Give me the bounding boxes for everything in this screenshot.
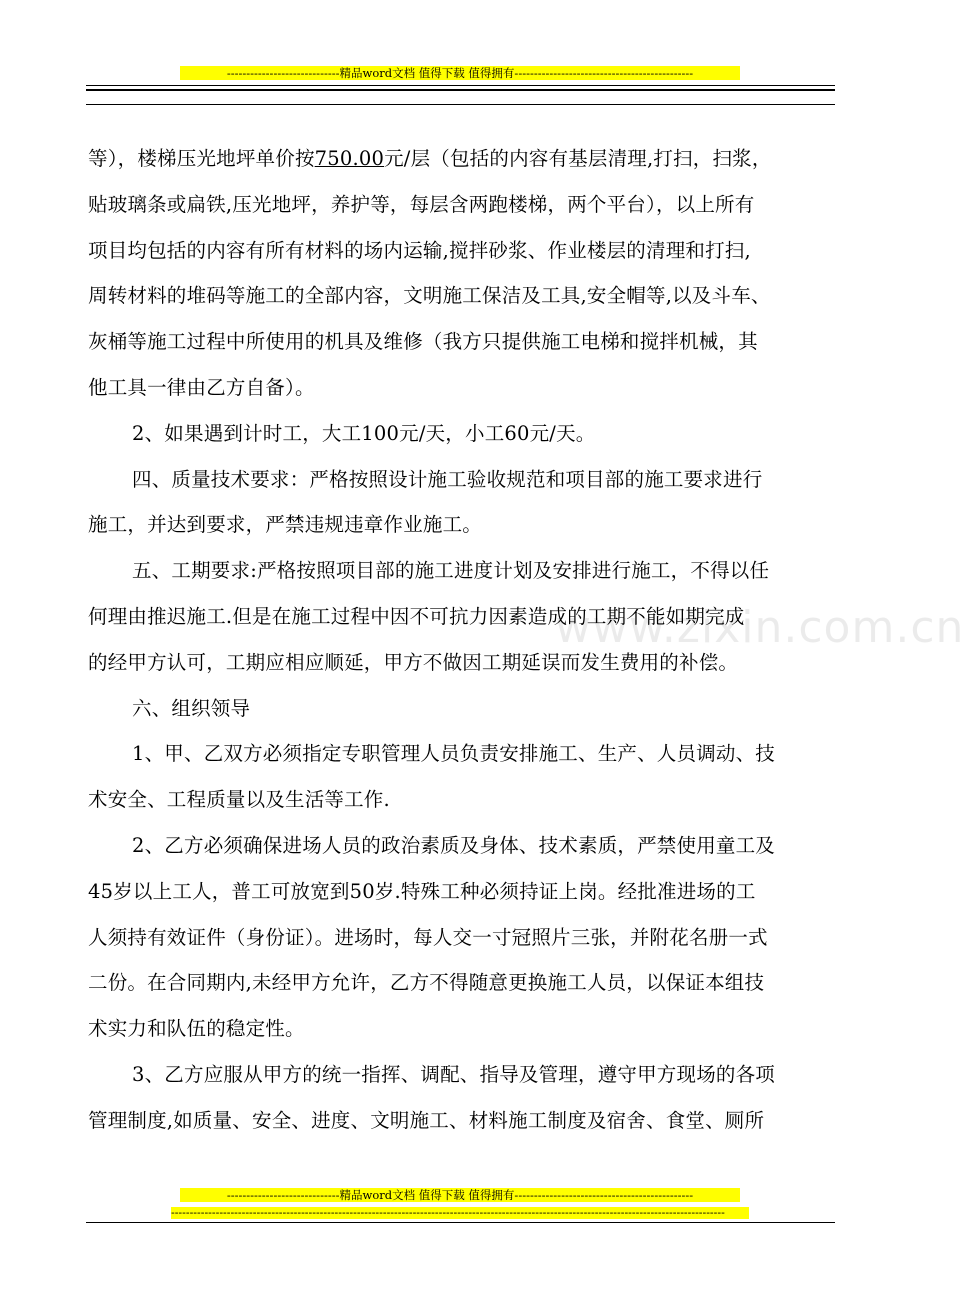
watermark: www.zixin.com.cn [555, 602, 964, 653]
text-line: 管理制度,如质量、安全、进度、文明施工、材料施工制度及宿舍、食堂、厕所 [88, 1108, 765, 1132]
section-heading-organization: 六、组织领导 [132, 696, 251, 720]
footer-banner: -----------------------------精品word文档 值得下载 值得拥有---------------------------------------------- [180, 1188, 740, 1202]
text-line: 周转材料的堆码等施工的全部内容，文明施工保洁及工具,安全帽等,以及斗车、 [88, 284, 771, 308]
text-line: 他工具一律由乙方自备）。 [88, 375, 315, 399]
text-line: 1、甲、乙双方必须指定专职管理人员负责安排施工、生产、人员调动、技 [132, 742, 776, 766]
section-heading-schedule: 五、工期要求:严格按照项目部的施工进度计划及安排进行施工，不得以任 [132, 559, 770, 583]
text-line: 贴玻璃条或扁铁,压光地坪，养护等，每层含两跑楼梯，两个平台），以上所有 [88, 192, 755, 216]
text-line: 2、如果遇到计时工，大工100元/天，小工60元/天。 [132, 421, 596, 445]
header-rule-bottom [86, 104, 835, 105]
text-line: 术实力和队伍的稳定性。 [88, 1017, 305, 1041]
header-banner: -----------------------------精品word文档 值得下载 值得拥有---------------------------------------------- [180, 66, 740, 80]
text-span: 等），楼梯压光地坪单价按 [88, 147, 315, 170]
footer-dash-line: ----------------------------------------------------------------------------------------------------------------------------------------------------- [171, 1207, 749, 1219]
text-line: 人须持有效证件（身份证）。进场时，每人交一寸冠照片三张，并附花名册一式 [88, 925, 768, 949]
text-line: 术安全、工程质量以及生活等工作. [88, 788, 390, 812]
text-line: 二份。在合同期内,未经甲方允许，乙方不得随意更换施工人员，以保证本组技 [88, 971, 765, 995]
text-line [88, 136, 836, 182]
text-line: 施工，并达到要求，严禁违规违章作业施工。 [88, 513, 483, 537]
text-line: 项目均包括的内容有所有材料的场内运输,搅拌砂浆、作业楼层的清理和打扫, [88, 238, 751, 262]
text-line: 45岁以上工人，普工可放宽到50岁.特殊工种必须持证上岗。经批准进场的工 [88, 879, 756, 903]
text-line: 3、乙方应服从甲方的统一指挥、调配、指导及管理，遵守甲方现场的各项 [132, 1062, 776, 1086]
header-rule-mid [86, 89, 835, 91]
text-line: 2、乙方必须确保进场人员的政治素质及身体、技术素质，严禁使用童工及 [132, 833, 776, 857]
header-rule-top [86, 85, 835, 86]
text-span: 元/层（包括的内容有基层清理,打扫，扫浆， [384, 147, 772, 170]
text-line: 何理由推迟施工.但是在施工过程中因不可抗力因素造成的工期不能如期完成 [88, 604, 745, 628]
text-line: 的经甲方认可，工期应相应顺延，甲方不做因工期延误而发生费用的补偿。 [88, 650, 739, 674]
footer-rule [86, 1222, 835, 1223]
text-line: 灰桶等施工过程中所使用的机具及维修（我方只提供施工电梯和搅拌机械，其 [88, 330, 758, 354]
unit-price-amount: 750.00 [314, 147, 385, 170]
document-body [88, 136, 836, 1144]
section-heading-quality: 四、质量技术要求：严格按照设计施工验收规范和项目部的施工要求进行 [132, 467, 763, 491]
